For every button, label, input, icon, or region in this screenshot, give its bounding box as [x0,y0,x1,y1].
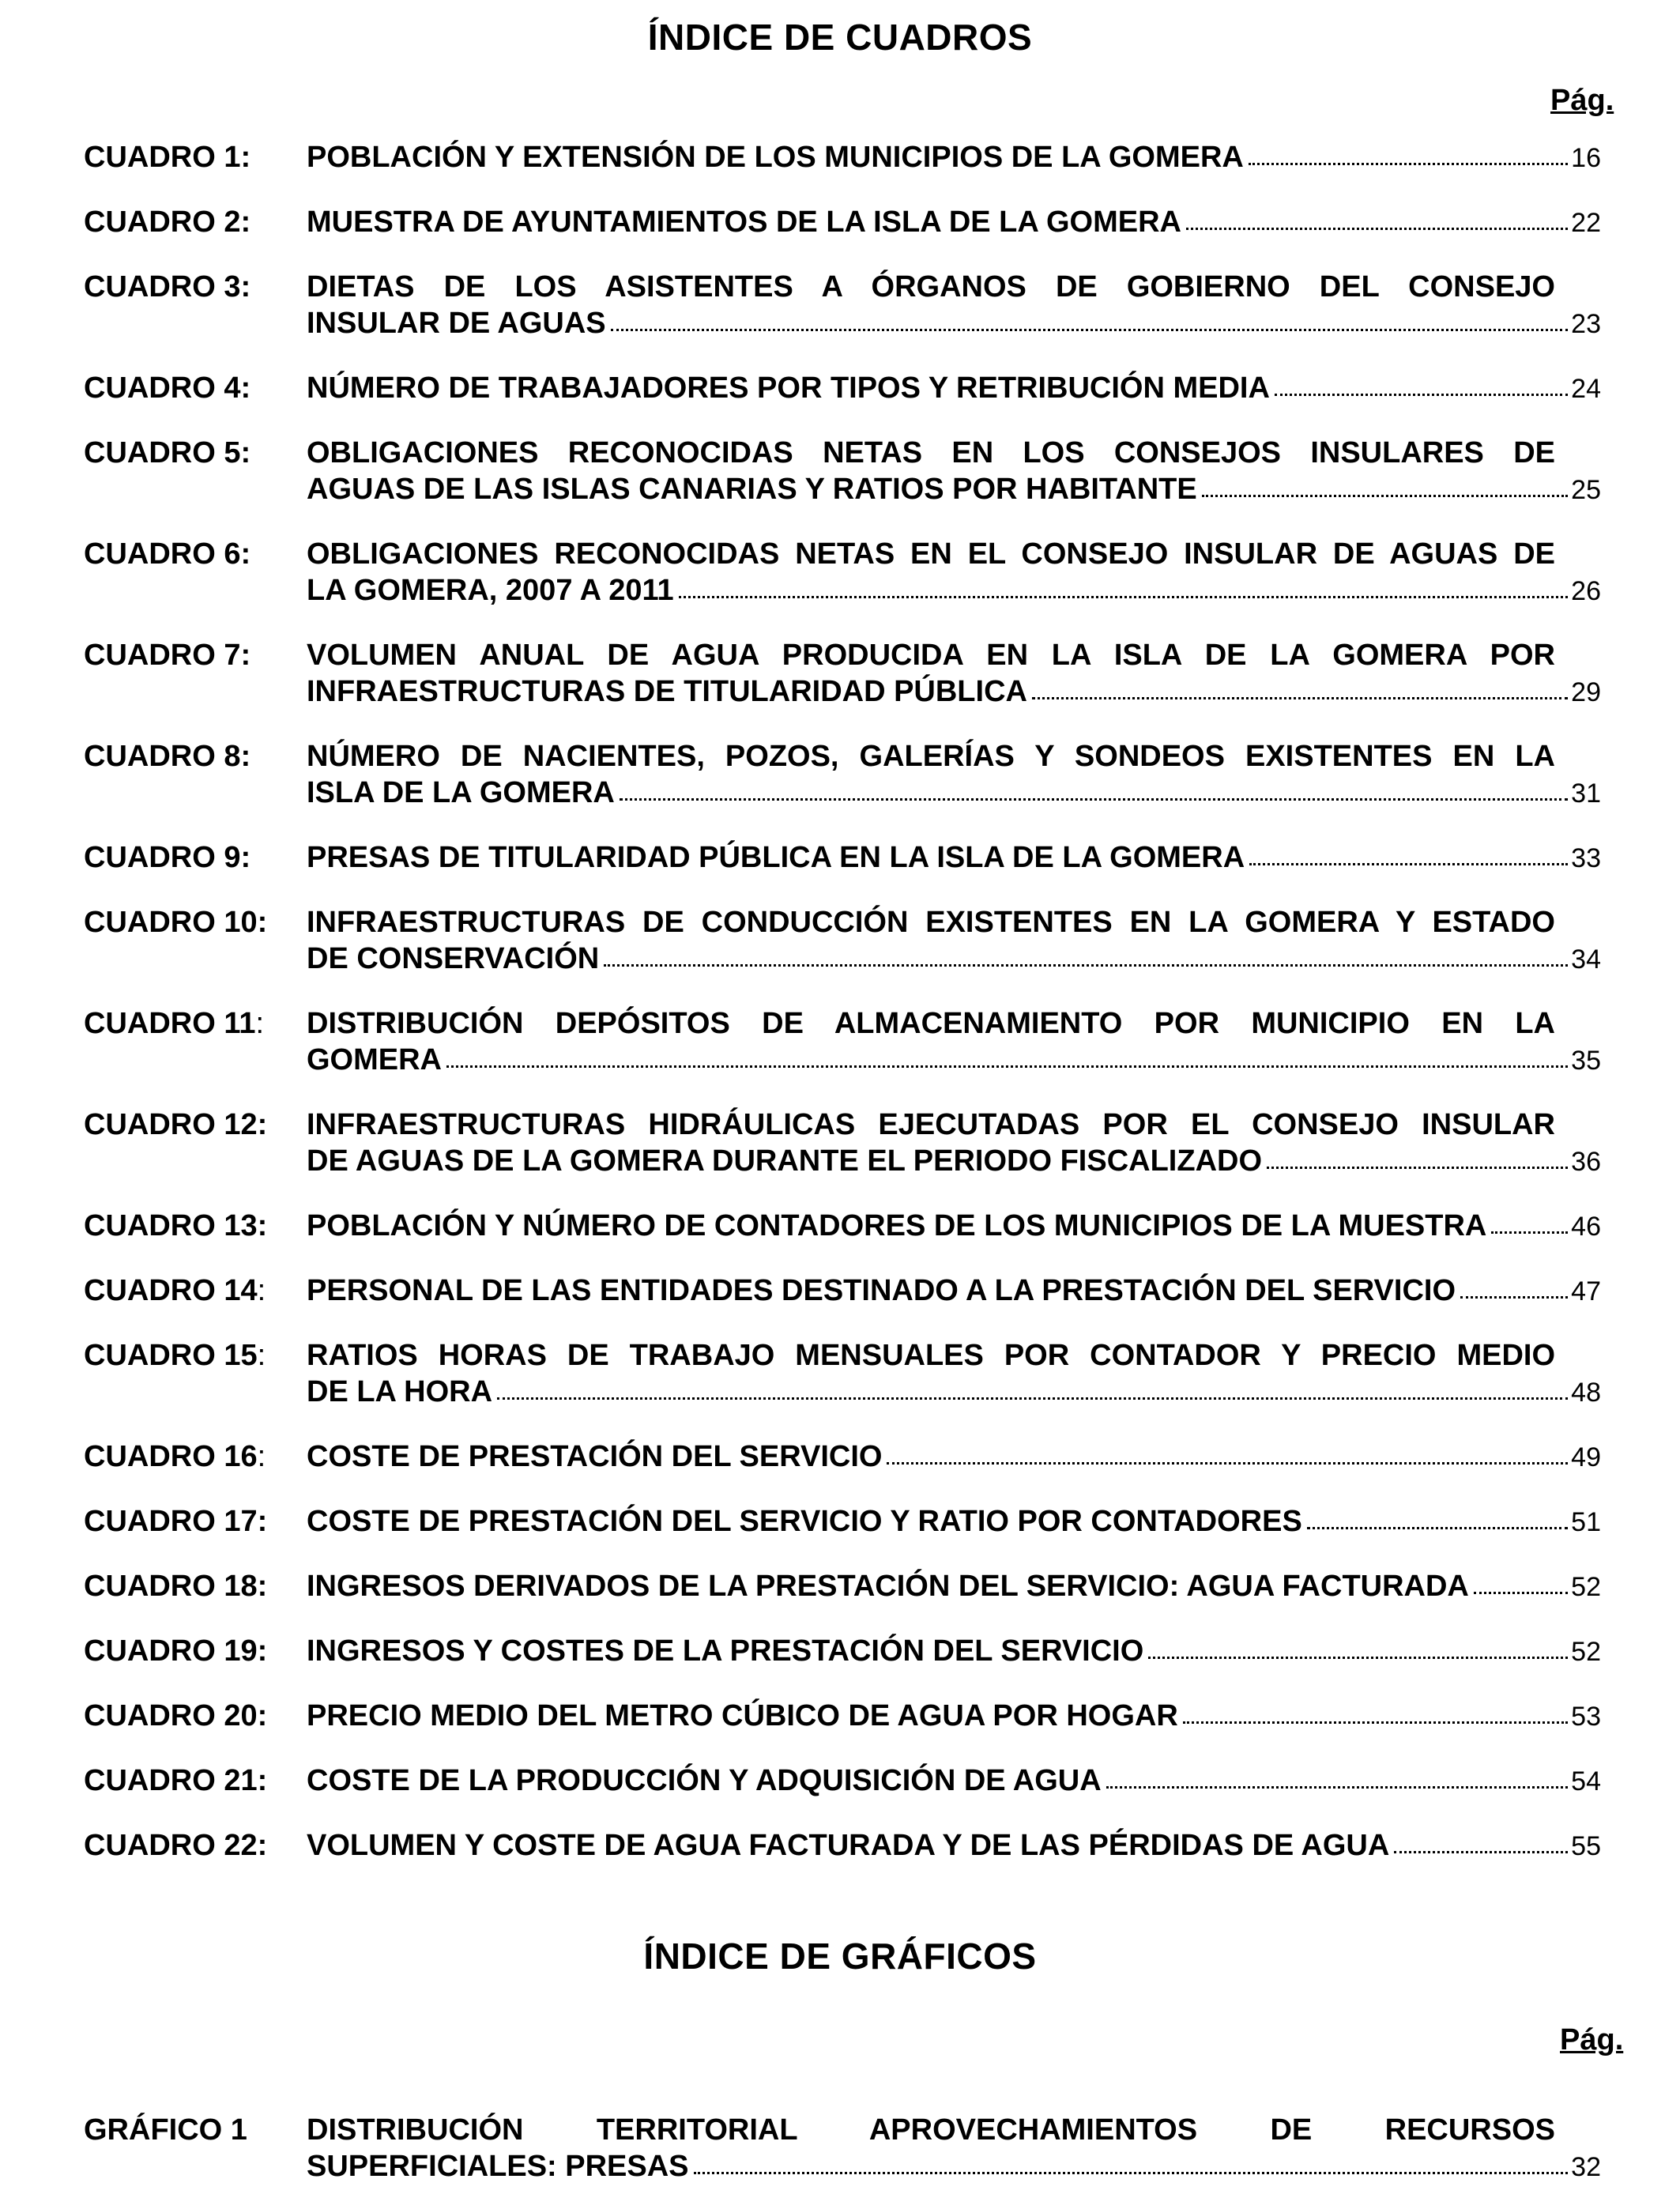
entry-number-text: CUADRO 4 [84,371,241,405]
entry-number [84,1438,266,1475]
entry-title-last-line [307,2148,1601,2185]
entry-number-colon: : [257,1440,266,1473]
entry-number-colon: : [257,1274,266,1307]
entry-title-last-line [307,1698,1601,1735]
entry-body [307,637,1601,711]
entry-number-text: CUADRO 21 [84,1764,258,1797]
entry-body [307,2112,1601,2185]
entry-number-text: CUADRO 16 [84,1440,258,1473]
entry-title-last-line [307,139,1601,176]
entry-title-line: DIETAS DE LOS ASISTENTES A ÓRGANOS DE GOBIERNO DEL CONSEJO [307,270,1555,303]
entry-number-colon: : [257,1209,268,1242]
entry-number-text: CUADRO 17 [84,1505,258,1538]
entry-number-text: CUADRO 15 [84,1339,258,1372]
entry-number [84,1698,267,1734]
entry-title-line: COSTE DE LA PRODUCCIÓN Y ADQUISICIÓN DE AGUA [307,1764,1102,1797]
entry-number [84,1272,266,1309]
entry-number [84,204,250,240]
entry-number [84,1568,267,1604]
entry-title-line: VOLUMEN Y COSTE DE AGUA FACTURADA Y DE LAS PÉRDIDAS DE AGUA [307,1829,1390,1862]
dot-leader [1307,1527,1568,1529]
entry-body [307,1827,1601,1864]
entry-number-text: CUADRO 18 [84,1570,258,1603]
entry-title-line: OBLIGACIONES RECONOCIDAS NETAS EN EL CONSEJO INSULAR DE AGUAS DE [307,537,1555,571]
entry-number [84,637,250,673]
entry-body [307,1272,1601,1310]
entry-number-colon: : [257,1570,268,1603]
entry-title-line: INFRAESTRUCTURAS DE CONDUCCIÓN EXISTENTES EN LA GOMERA Y ESTADO [307,906,1555,939]
entry-page-number: 47 [1571,1276,1601,1306]
entry-number [84,370,250,406]
entry-number [84,1503,267,1540]
entry-page-number: 29 [1571,677,1601,707]
entry-body [307,1503,1601,1540]
entry-page-number: 32 [1571,2152,1601,2182]
entry-page-number: 34 [1571,944,1601,974]
entry-number-colon: : [240,841,251,874]
entry-number-colon: : [240,639,251,672]
entry-title-line: INGRESOS DERIVADOS DE LA PRESTACIÓN DEL SERVICIO: AGUA FACTURADA [307,1570,1469,1603]
entry-number-colon: : [255,1007,265,1040]
dot-leader [1460,1296,1568,1299]
entry-number-colon: : [240,537,251,571]
entry-title-line: AGUAS DE LAS ISLAS CANARIAS Y RATIOS POR HABITANTE [307,473,1197,506]
entry-number [84,1106,267,1143]
entry-page-number: 26 [1571,576,1601,606]
entry-number [84,738,250,775]
entry-number [84,904,267,941]
cuadros-page-column-label: Pág. [1550,84,1614,117]
entry-title-last-line [307,1762,1601,1800]
entry-page-number: 36 [1571,1147,1601,1177]
entry-title-last-line [307,1042,1601,1079]
entry-title-last-line [307,1272,1601,1310]
entry-number-colon: : [257,1764,268,1797]
dot-leader [1394,1851,1568,1853]
entry-title-line: POBLACIÓN Y EXTENSIÓN DE LOS MUNICIPIOS DE LA GOMERA [307,141,1244,174]
entry-title-last-line [307,1374,1601,1411]
entry-page-number: 35 [1571,1046,1601,1076]
entry-number-text: CUADRO 7 [84,639,241,672]
dot-leader [1249,163,1568,165]
entry-body [307,904,1601,978]
entry-number-text: CUADRO 9 [84,841,241,874]
entry-body [307,1337,1601,1411]
entry-title-last-line [307,1633,1601,1670]
entry-number-colon: : [257,906,268,939]
entry-page-number: 25 [1571,475,1601,505]
entry-number-colon: : [240,740,251,773]
entry-title-line: OBLIGACIONES RECONOCIDAS NETAS EN LOS CONSEJOS INSULARES DE [307,436,1555,469]
entry-number-colon: : [240,270,251,303]
entry-page-number: 16 [1571,143,1601,173]
entry-body [307,1568,1601,1605]
entry-title-last-line [307,673,1601,711]
dot-leader [679,596,1569,598]
entry-title-line: DISTRIBUCIÓN TERRITORIAL APROVECHAMIENTOS DE RECURSOS [307,2113,1555,2147]
entry-page-number: 31 [1571,778,1601,809]
entry-number-text: CUADRO 2 [84,205,241,239]
entry-body [307,204,1601,241]
entry-title-line: COSTE DE PRESTACIÓN DEL SERVICIO [307,1440,883,1473]
entry-page-number: 46 [1571,1212,1601,1242]
entry-number-text: CUADRO 14 [84,1274,258,1307]
entry-number-colon: : [257,1699,268,1732]
entry-number-text: CUADRO 10 [84,906,258,939]
entry-title-last-line [307,941,1601,978]
entry-body [307,1106,1601,1180]
entry-title-last-line [307,471,1601,508]
cuadros-index-title: ÍNDICE DE CUADROS [647,17,1033,58]
entry-title-line: MUESTRA DE AYUNTAMIENTOS DE LA ISLA DE LA GOMERA [307,205,1181,239]
entry-title-line: GOMERA [307,1043,442,1076]
dot-leader [1275,394,1568,396]
entry-number-text: GRÁFICO 1 [84,2113,247,2147]
entry-title-last-line [307,1208,1601,1245]
entry-number-colon: : [257,1505,268,1538]
entry-number-text: CUADRO 12 [84,1108,258,1141]
entry-page-number: 49 [1571,1442,1601,1472]
dot-leader [694,2172,1569,2174]
entry-title-line: VOLUMEN ANUAL DE AGUA PRODUCIDA EN LA ISLA DE LA GOMERA POR [307,639,1555,672]
graficos-page-column-label: Pág. [1560,2023,1624,2056]
entry-number [84,1208,267,1244]
entry-title-line: COSTE DE PRESTACIÓN DEL SERVICIO Y RATIO POR CONTADORES [307,1505,1302,1538]
entry-page-number: 54 [1571,1766,1601,1796]
entry-number [84,2112,247,2148]
entry-number-colon: : [257,1339,266,1372]
entry-number-colon: : [240,371,251,405]
dot-leader [1202,495,1568,497]
dot-leader [1106,1786,1568,1789]
entry-body [307,1633,1601,1670]
entry-title-last-line [307,370,1601,407]
entry-title-last-line [307,1827,1601,1864]
entry-number [84,1337,266,1374]
entry-title-line: POBLACIÓN Y NÚMERO DE CONTADORES DE LOS MUNICIPIOS DE LA MUESTRA [307,1209,1487,1242]
entry-number-colon: : [257,1108,268,1141]
dot-leader [887,1462,1568,1465]
dot-leader [604,964,1568,967]
entry-body [307,738,1601,812]
entry-number [84,139,250,175]
entry-body [307,536,1601,609]
entry-number [84,1762,267,1799]
dot-leader [1186,228,1568,230]
entry-title-line: INGRESOS Y COSTES DE LA PRESTACIÓN DEL SERVICIO [307,1634,1144,1668]
entry-page-number: 52 [1571,1572,1601,1602]
entry-page-number: 51 [1571,1507,1601,1537]
entry-title-line: PERSONAL DE LAS ENTIDADES DESTINADO A LA PRESTACIÓN DEL SERVICIO [307,1274,1456,1307]
entry-title-last-line [307,1143,1601,1180]
entry-body [307,1005,1601,1079]
dot-leader [611,329,1569,331]
entry-title-last-line [307,572,1601,609]
dot-leader [1491,1231,1568,1234]
entry-page-number: 55 [1571,1831,1601,1861]
entry-title-line: PRESAS DE TITULARIDAD PÚBLICA EN LA ISLA DE LA GOMERA [307,841,1245,874]
entry-title-line: DE CONSERVACIÓN [307,942,600,975]
entry-title-line: NÚMERO DE TRABAJADORES POR TIPOS Y RETRIBUCIÓN MEDIA [307,371,1270,405]
entry-number [84,1827,267,1864]
entry-body [307,269,1601,342]
entry-title-last-line [307,305,1601,342]
entry-number-text: CUADRO 3 [84,270,241,303]
entry-title-line: DE AGUAS DE LA GOMERA DURANTE EL PERIODO FISCALIZADO [307,1144,1263,1178]
entry-body [307,370,1601,407]
entry-number-text: CUADRO 19 [84,1634,258,1668]
entry-title-last-line [307,204,1601,241]
entry-number [84,435,250,471]
entry-title-line: INSULAR DE AGUAS [307,307,606,340]
entry-number-text: CUADRO 20 [84,1699,258,1732]
entry-page-number: 48 [1571,1378,1601,1408]
entry-number-text: CUADRO 22 [84,1829,258,1862]
entry-body [307,839,1601,876]
entry-title-line: SUPERFICIALES: PRESAS [307,2150,689,2183]
dot-leader [1249,863,1568,865]
entry-title-last-line [307,839,1601,876]
entry-number [84,839,250,876]
entry-body [307,1438,1601,1476]
entry-page-number: 24 [1571,374,1601,404]
entry-page-number: 52 [1571,1637,1601,1667]
dot-leader [1148,1657,1568,1659]
entry-page-number: 53 [1571,1702,1601,1732]
entry-page-number: 33 [1571,843,1601,873]
entry-title-line: PRECIO MEDIO DEL METRO CÚBICO DE AGUA POR HOGAR [307,1699,1178,1732]
graficos-index-title: ÍNDICE DE GRÁFICOS [643,1936,1037,1977]
dot-leader [1474,1592,1568,1594]
entry-number-text: CUADRO 8 [84,740,241,773]
entry-title-last-line [307,775,1601,812]
entry-title-line: ISLA DE LA GOMERA [307,776,615,809]
entry-title-last-line [307,1503,1601,1540]
entry-number [84,1633,267,1669]
entry-number-colon: : [240,141,251,174]
entry-title-last-line [307,1438,1601,1476]
dot-leader [620,798,1568,801]
entry-number [84,536,250,572]
entry-number-colon: : [240,436,251,469]
entry-number-colon: : [257,1829,268,1862]
dot-leader [446,1065,1568,1068]
entry-number-text: CUADRO 6 [84,537,241,571]
entry-page-number: 23 [1571,309,1601,339]
dot-leader [1267,1167,1568,1169]
dot-leader [497,1397,1568,1400]
entry-title-line: LA GOMERA, 2007 A 2011 [307,574,674,607]
entry-number [84,1005,264,1042]
entry-number-text: CUADRO 1 [84,141,241,174]
entry-page-number: 22 [1571,208,1601,238]
entry-number-colon: : [240,205,251,239]
entry-body [307,139,1601,176]
entry-number-text: CUADRO 5 [84,436,241,469]
entry-title-line: DISTRIBUCIÓN DEPÓSITOS DE ALMACENAMIENTO POR MUNICIPIO EN LA [307,1007,1555,1040]
entry-number [84,269,250,305]
entry-number-colon: : [257,1634,268,1668]
entry-number-text: CUADRO 13 [84,1209,258,1242]
entry-title-line: DE LA HORA [307,1375,493,1408]
dot-leader [1032,697,1568,699]
entry-title-line: INFRAESTRUCTURAS HIDRÁULICAS EJECUTADAS POR EL CONSEJO INSULAR [307,1108,1555,1141]
entry-body [307,1698,1601,1735]
entry-body [307,435,1601,508]
entry-number-text: CUADRO 11 [84,1007,256,1040]
entry-body [307,1762,1601,1800]
entry-body [307,1208,1601,1245]
entry-title-last-line [307,1568,1601,1605]
entry-title-line: RATIOS HORAS DE TRABAJO MENSUALES POR CONTADOR Y PRECIO MEDIO [307,1339,1555,1372]
dot-leader [1183,1721,1568,1724]
entry-title-line: INFRAESTRUCTURAS DE TITULARIDAD PÚBLICA [307,675,1027,708]
entry-title-line: NÚMERO DE NACIENTES, POZOS, GALERÍAS Y SONDEOS EXISTENTES EN LA [307,740,1555,773]
